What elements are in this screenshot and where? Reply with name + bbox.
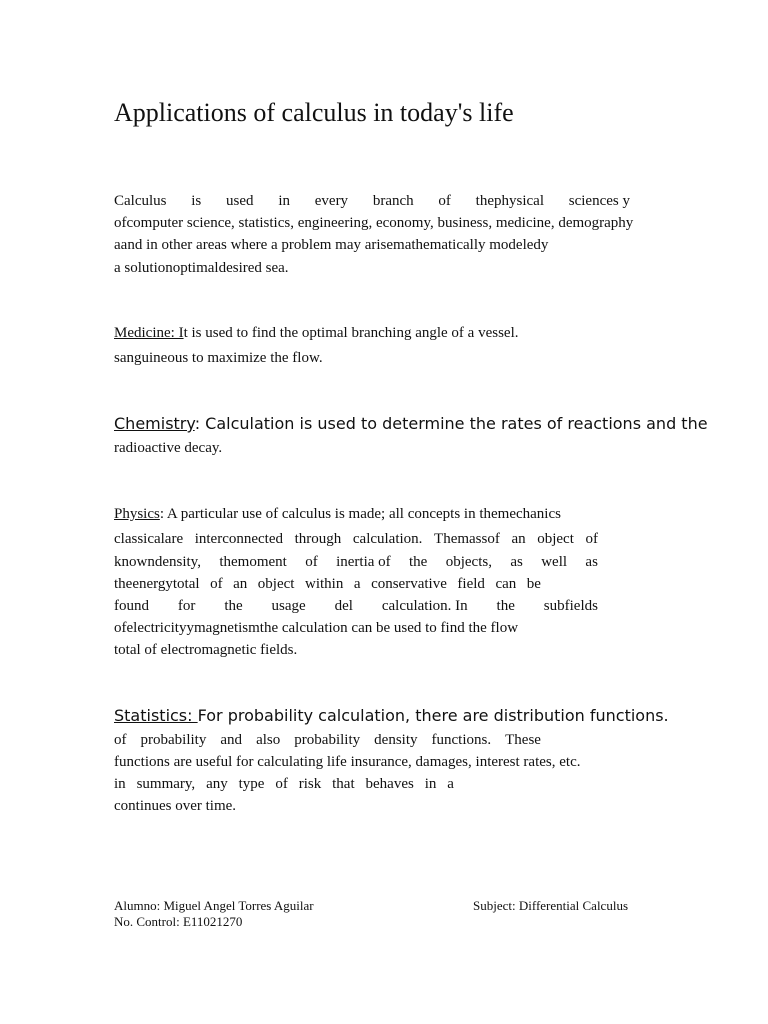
word: can <box>495 576 517 592</box>
word: inertia of <box>336 554 391 570</box>
statistics-line-3: functions are useful for calculating life insurance, damages, interest rates, etc. <box>114 754 581 770</box>
footer-subject: Subject: Differential Calculus <box>473 898 628 913</box>
word: the <box>409 554 428 570</box>
medicine-text: t is used to find the optimal branching angle of a vessel. <box>183 325 519 341</box>
chemistry-text: : Calculation is used to determine the rates of reactions and the <box>194 414 708 433</box>
word: calculation. In <box>381 598 468 614</box>
word: every <box>314 193 349 209</box>
word: as <box>510 554 523 570</box>
word: usage <box>271 598 306 614</box>
word: of <box>210 576 223 592</box>
word: an <box>233 576 248 592</box>
word: also <box>256 732 281 748</box>
physics-line-4 <box>114 574 541 594</box>
word: found <box>114 598 149 614</box>
word: del <box>334 598 353 614</box>
physics-line-1 <box>114 504 561 524</box>
word: of <box>585 531 598 547</box>
footer-control: No. Control: E11021270 <box>114 914 243 929</box>
word: is <box>191 193 202 209</box>
medicine-heading: Medicine: I <box>114 325 184 341</box>
statistics-text: For probability calculation, there are distribution functions. <box>197 706 669 725</box>
word: themoment <box>219 554 287 570</box>
physics-line-3 <box>114 552 598 572</box>
statistics-line-5: continues over time. <box>114 798 237 814</box>
chemistry-line-2: radioactive decay. <box>114 440 223 456</box>
word: object <box>537 531 574 547</box>
chemistry-line-1 <box>114 414 708 434</box>
word: functions. <box>431 732 492 748</box>
word: branch <box>372 193 414 209</box>
word: within <box>304 576 344 592</box>
word: calculation. <box>352 531 423 547</box>
word: an <box>511 531 526 547</box>
word: and <box>220 732 243 748</box>
word: of <box>114 732 127 748</box>
word: behaves <box>365 776 414 792</box>
word: in <box>424 776 437 792</box>
word: Calculus <box>114 193 167 209</box>
physics-line-2 <box>114 529 598 549</box>
word: the <box>224 598 243 614</box>
statistics-line-2 <box>114 730 541 750</box>
word: a <box>353 576 361 592</box>
word: that <box>332 776 355 792</box>
word: Themassof <box>434 531 500 547</box>
word: theenergytotal <box>114 576 200 592</box>
word: field <box>457 576 485 592</box>
word: density <box>374 732 418 748</box>
word: used <box>226 193 254 209</box>
word: type <box>238 776 265 792</box>
statistics-line-1 <box>114 706 669 726</box>
word: a <box>447 776 454 792</box>
page-title: Applications of calculus in today's life <box>114 98 514 127</box>
intro-line-4: a solutionoptimaldesired sea. <box>114 260 289 276</box>
physics-heading: Physics <box>114 506 160 522</box>
word: These <box>505 732 541 748</box>
statistics-heading: Statistics: <box>114 706 198 725</box>
word: be <box>526 576 541 592</box>
word: of <box>438 193 451 209</box>
word: probability <box>294 732 361 748</box>
word: of <box>305 554 318 570</box>
word: subfields <box>543 598 598 614</box>
word: sciences y <box>568 193 630 209</box>
word: risk <box>298 776 322 792</box>
word: conservative <box>371 576 447 592</box>
intro-line-1 <box>114 191 630 211</box>
word: of <box>275 776 288 792</box>
word: well <box>541 554 568 570</box>
word: any <box>206 776 228 792</box>
medicine-line-1 <box>114 323 518 343</box>
physics-line-6: ofelectricityymagnetismthe calculation can be used to find the flow <box>114 620 519 636</box>
word: knowndensity, <box>114 554 201 570</box>
statistics-line-4 <box>114 774 454 794</box>
word: in <box>278 193 290 209</box>
physics-text: : A particular use of calculus is made; all concepts in themechanics <box>159 506 561 522</box>
word: for <box>177 598 196 614</box>
word: in <box>114 776 126 792</box>
word: the <box>496 598 515 614</box>
physics-line-7: total of electromagnetic fields. <box>114 642 298 658</box>
word: probability <box>140 732 207 748</box>
word: object <box>257 576 295 592</box>
word: summary, <box>136 776 196 792</box>
intro-line-3: aand in other areas where a problem may arisemathematically modeledy <box>114 237 549 253</box>
physics-line-5 <box>114 596 598 616</box>
medicine-line-2: sanguineous to maximize the flow. <box>114 350 323 366</box>
word: as <box>585 554 598 570</box>
word: interconnected <box>194 531 284 547</box>
word: thephysical <box>475 193 544 209</box>
word: classicalare <box>114 531 184 547</box>
intro-line-2: ofcomputer science, statistics, engineering, economy, business, medicine, demography <box>114 215 634 231</box>
word: through <box>294 531 342 547</box>
footer-student: Alumno: Miguel Angel Torres Aguilar <box>114 898 314 913</box>
word: objects, <box>445 554 492 570</box>
chemistry-heading: Chemistry <box>114 414 195 433</box>
